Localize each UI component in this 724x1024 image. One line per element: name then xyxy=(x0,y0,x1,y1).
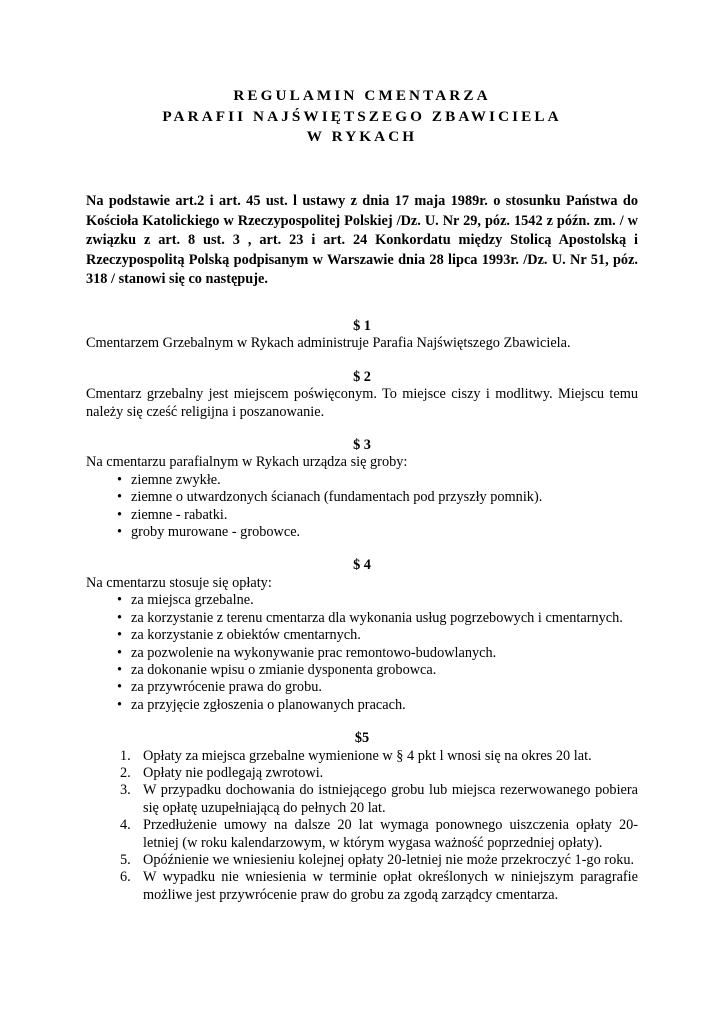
list-item: • ziemne - rabatki. xyxy=(117,507,638,524)
section-1 xyxy=(86,318,638,353)
list-item: • ziemne o utwardzonych ścianach (fundamentach pod przyszły pomnik). xyxy=(117,489,638,506)
section-heading: $ 1 xyxy=(353,318,371,334)
section-heading: $ 4 xyxy=(353,557,371,574)
numbered-item xyxy=(120,852,638,869)
section-5 xyxy=(86,730,638,904)
section-text: Cmentarzem Grzebalnym w Rykach administruje Parafia Najświętszego Zbawiciela. xyxy=(86,335,571,352)
item-number: 2. xyxy=(120,764,131,781)
section-intro: Na cmentarzu stosuje się opłaty: xyxy=(86,574,272,591)
numbered-item xyxy=(120,748,638,765)
section-heading: $5 xyxy=(354,730,370,747)
title-line-1: REGULAMIN CMENTARZA xyxy=(233,87,491,104)
numbered-item xyxy=(120,765,638,782)
list-item: • za dokonanie wpisu o zmianie dysponenta grobowca. xyxy=(117,662,638,679)
fees-list xyxy=(86,592,638,714)
section-heading: $ 3 xyxy=(353,437,371,454)
list-item: • groby murowane - grobowce. xyxy=(117,524,638,541)
section-intro: Na cmentarzu parafialnym w Rykach urządza się groby: xyxy=(86,454,408,471)
title-line-2: PARAFII NAJŚWIĘTSZEGO ZBAWICIELA xyxy=(162,107,562,125)
numbered-item xyxy=(120,817,638,852)
item-text: W przypadku dochowania do istniejącego grobu lub miejsca rezerwowanego pobiera się opłatę uzupełniającą do pełnych 20 lat. xyxy=(143,782,638,816)
section-heading: $ 2 xyxy=(353,368,371,385)
numbered-item xyxy=(120,869,638,904)
item-text: W wypadku nie wniesienia w terminie opłat określonych w niniejszym paragrafie możliwe jest przywrócenie praw do grobu za zgodą zarządcy cmentarza. xyxy=(143,869,638,903)
grave-types-list xyxy=(86,472,638,542)
list-item: • za przywrócenie prawa do grobu. xyxy=(117,679,638,696)
section-2 xyxy=(86,369,638,421)
item-text: Opłaty za miejsca grzebalne wymienione w § 4 pkt l wnosi się na okres 20 lat. xyxy=(143,747,592,764)
item-text: Przedłużenie umowy na dalsze 20 lat wymaga ponownego uiszczenia opłaty 20-letniej (w roku kalendarzowym, w którym wygasa ważność poprzedniej opłaty). xyxy=(143,817,638,851)
regulation-sections xyxy=(86,318,638,904)
fee-rules-list xyxy=(86,748,638,905)
item-number: 4. xyxy=(120,817,131,834)
title-line-3: W RYKACH xyxy=(306,128,418,145)
list-item: • za korzystanie z terenu cmentarza dla wykonania usług pogrzebowych i cmentarnych. xyxy=(117,610,638,627)
numbered-item xyxy=(120,782,638,817)
section-text: Cmentarz grzebalny jest miejscem poświęconym. To miejsce ciszy i modlitwy. Miejscu temu należy się cześć religijna i poszanowanie. xyxy=(86,386,638,420)
document-title xyxy=(0,86,724,148)
list-item: • za przyjęcie zgłoszenia o planowanych pracach. xyxy=(117,697,638,714)
list-item: • za miejsca grzebalne. xyxy=(117,592,638,609)
list-item: • za pozwolenie na wykonywanie prac remontowo-budowlanych. xyxy=(117,645,638,662)
item-number: 1. xyxy=(120,747,131,764)
list-item: • za korzystanie z obiektów cmentarnych. xyxy=(117,627,638,644)
list-item: • ziemne zwykłe. xyxy=(117,472,638,489)
item-number: 6. xyxy=(120,869,131,886)
section-4 xyxy=(86,557,638,714)
item-text: Opóźnienie we wniesieniu kolejnej opłaty 20-letniej nie może przekroczyć 1-go roku. xyxy=(143,851,635,868)
item-text: Opłaty nie podlegają zwrotowi. xyxy=(143,764,324,781)
legal-basis-preamble: Na podstawie art.2 i art. 45 ust. l ustawy z dnia 17 maja 1989r. o stosunku Państwa do Kościoła Katolickiego w Rzeczypospolitej Polskiej /Dz. U. Nr 29, póz. 1542 z późn. zm. / w związku z art. 8 ust. 3 , art. 23 i art. 24 Konkordatu między Stolicą Apostolską i Rzeczypospolitą Polską podpisanym w Warszawie dnia 28 lipca 1993r. /Dz. U. Nr 51, póz. 318 / stanowi się co następuje. xyxy=(86,193,638,288)
item-number: 3. xyxy=(120,782,131,799)
item-number: 5. xyxy=(120,851,131,868)
section-3 xyxy=(86,437,638,541)
